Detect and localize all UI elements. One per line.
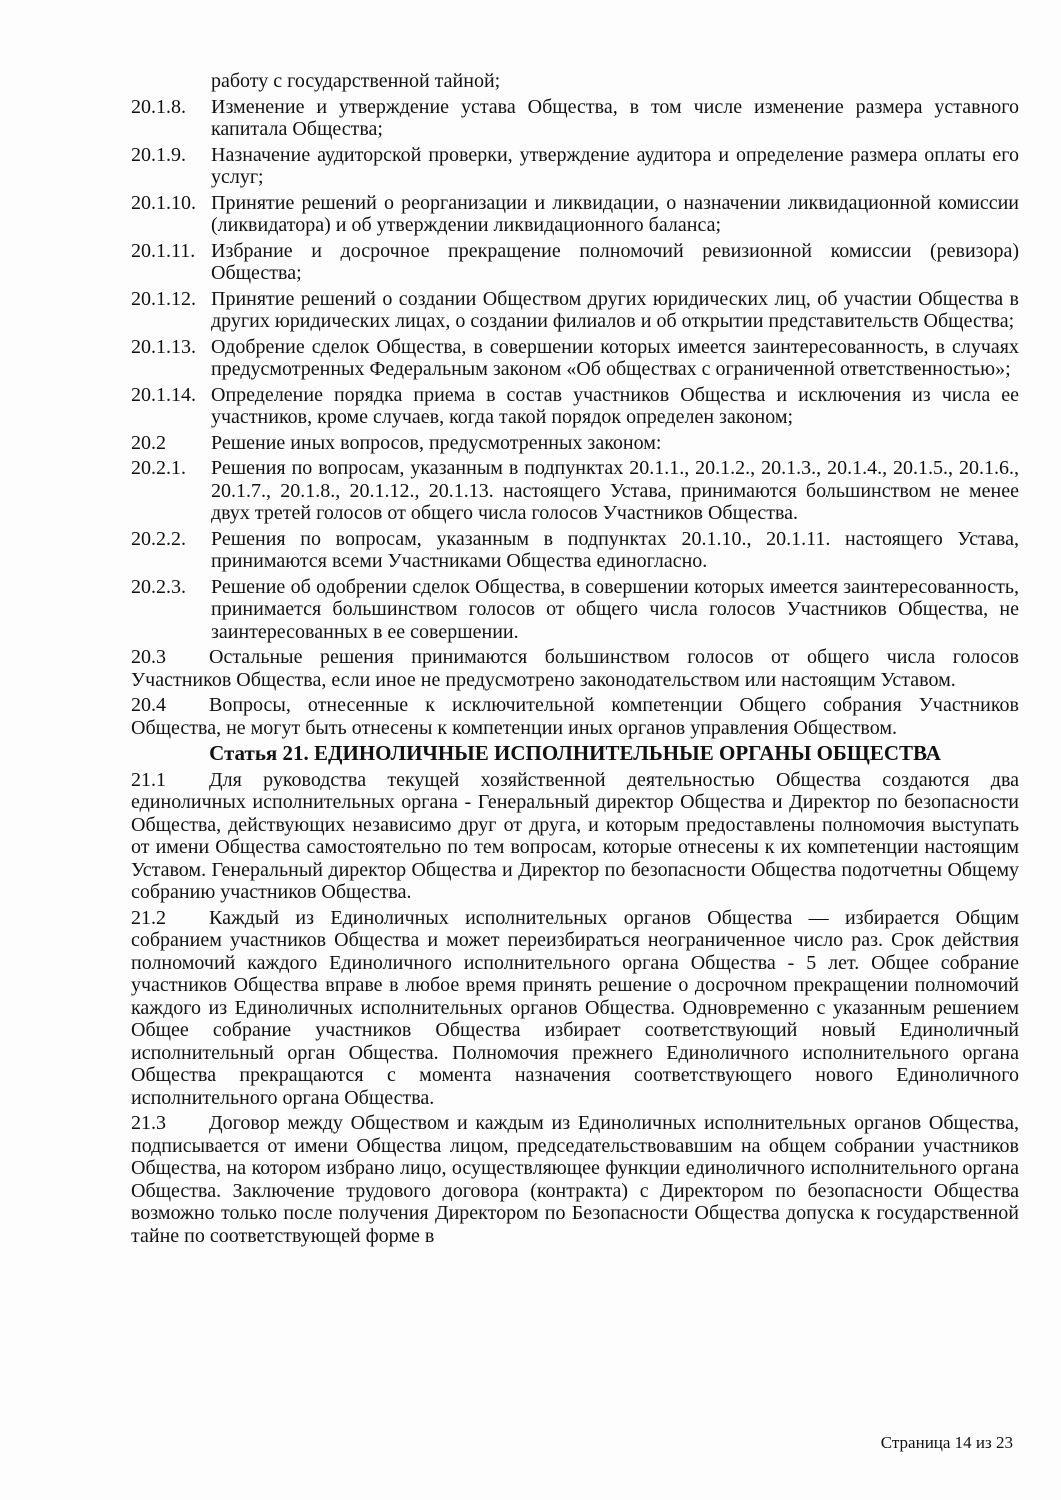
clause-number: 20.2 xyxy=(131,431,166,454)
clause-text: Изменение и утверждение устава Общества, в том числе изменение размера уставного капитала Общества; xyxy=(211,95,1019,140)
clause-item xyxy=(131,576,1019,644)
clause-text: Назначение аудиторской проверки, утверждение аудитора и определение размера оплаты его услуг; xyxy=(211,143,1019,188)
paragraph-21-3 xyxy=(131,1112,1019,1247)
clause-text: Решение иных вопросов, предусмотренных законом: xyxy=(211,431,662,454)
clause-number: 20.2.2. xyxy=(131,527,186,550)
clause-item xyxy=(131,432,1019,455)
clause-text: Принятие решений о создании Обществом других юридических лиц, об участии Общества в других юридических лицах, о создании филиалов и об открытии представительств Общества; xyxy=(211,287,1019,332)
paragraph-21-2 xyxy=(131,907,1019,1110)
clause-item xyxy=(131,528,1019,573)
page-content xyxy=(131,70,1019,1250)
paragraph-number: 20.4 xyxy=(131,694,166,716)
clause-text: Решение об одобрении сделок Общества, в совершении которых имеется заинтересованность, принимается большинством голосов от общего числа голосов Участников Общества, не заинтересованных в ее совершении. xyxy=(211,575,1019,643)
clause-number: 20.1.14. xyxy=(131,383,196,406)
clause-number: 20.1.13. xyxy=(131,335,196,358)
clause-text: Одобрение сделок Общества, в совершении которых имеется заинтересованность, в случаях предусмотренных Федеральным законом «Об обществах с ограниченной ответственностью»; xyxy=(211,335,1019,380)
paragraph-20-3 xyxy=(131,646,1019,691)
clause-number: 20.1.9. xyxy=(131,143,186,166)
continuation-text: работу с государственной тайной; xyxy=(211,70,501,92)
clause-number: 20.1.12. xyxy=(131,287,196,310)
clause-item xyxy=(131,144,1019,189)
clause-item xyxy=(131,384,1019,429)
paragraph-21-1 xyxy=(131,769,1019,904)
paragraph-number: 21.3 xyxy=(131,1112,166,1134)
clause-item xyxy=(131,336,1019,381)
clause-number: 20.1.10. xyxy=(131,191,196,214)
paragraph-text: Договор между Обществом и каждым из Единоличных исполнительных органов Общества, подписывается от имени Общества лицом, председательствовавшим на общем собрании участников Общества, на котором избрано лицо, осуществляющее функции единоличного исполнительного органа Общества. Заключение трудового договора (контракта) с Директором по безопасности Общества возможно только после получения Директором по Безопасности Общества допуска к государственной тайне по соответствующей форме в xyxy=(131,1112,1019,1247)
paragraph-number: 21.1 xyxy=(131,768,166,791)
clause-number: 20.2.3. xyxy=(131,575,186,598)
clause-text: Решения по вопросам, указанным в подпунктах 20.1.10., 20.1.11. настоящего Устава, принимаются всеми Участниками Общества единогласно. xyxy=(211,527,1019,572)
clause-text: Принятие решений о реорганизации и ликвидации, о назначении ликвидационной комиссии (ликвидатора) и об утверждении ликвидационного баланса; xyxy=(211,191,1019,236)
page-number: Страница 14 из 23 xyxy=(880,1433,1013,1452)
paragraph-20-4 xyxy=(131,694,1019,739)
paragraph-text: Для руководства текущей хозяйственной деятельностью Общества создаются два единоличных исполнительных органа - Генеральный директор Общества и Директор по безопасности Общества, действующих независимо друг от друга, и которым предоставлены полномочия выступать от имени Общества самостоятельно по тем вопросам, которые отнесены к их компетенции настоящим Уставом. Генеральный директор Общества и Директор по безопасности Общества подотчетны Общему собранию участников Общества. xyxy=(131,768,1019,903)
paragraph-number: 21.2 xyxy=(131,906,166,929)
clause-text: Избрание и досрочное прекращение полномочий ревизионной комиссии (ревизора) Общества; xyxy=(211,239,1019,284)
paragraph-text: Остальные решения принимаются большинством голосов от общего числа голосов Участников Общества, если иное не предусмотрено законодательством или настоящим Уставом. xyxy=(131,646,1019,691)
clause-item xyxy=(131,288,1019,333)
clause-item xyxy=(131,96,1019,141)
clause-text: Решения по вопросам, указанным в подпунктах 20.1.1., 20.1.2., 20.1.3., 20.1.4., 20.1.5., 20.1.6., 20.1.7., 20.1.8., 20.1.12., 20.1.13. настоящего Устава, принимаются большинством не менее двух третей голосов от общего числа голосов Участников Общества. xyxy=(211,457,1019,524)
paragraph-text: Вопросы, отнесенные к исключительной компетенции Общего собрания Участников Общества, не могут быть отнесены к компетенции иных органов управления Обществом. xyxy=(131,694,1019,739)
paragraph-text: Каждый из Единоличных исполнительных органов Общества — избирается Общим собранием участников Общества и может переизбираться неограниченное число раз. Срок действия полномочий каждого Единоличного исполнительного органа Общества - 5 лет. Общее собрание участников Общества вправе в любое время принять решение о досрочном прекращении полномочий каждого из Единоличных исполнительных органов Общества. Одновременно с указанным решением Общее собрание участников Общества избирает соответствующий новый Единоличный исполнительный орган Общества. Полномочия прежнего Единоличного исполнительного органа Общества прекращаются с момента назначения соответствующего нового Единоличного исполнительного органа Общества. xyxy=(131,906,1019,1109)
clause-number: 20.1.8. xyxy=(131,95,186,118)
article-heading: Статья 21. ЕДИНОЛИЧНЫЕ ИСПОЛНИТЕЛЬНЫЕ ОРГАНЫ ОБЩЕСТВА xyxy=(209,741,941,765)
clause-item xyxy=(131,457,1019,525)
clause-text: Определение порядка приема в состав участников Общества и исключения из числа ее участников, кроме случаев, когда такой порядок определен законом; xyxy=(211,383,1019,428)
paragraph-number: 20.3 xyxy=(131,646,166,668)
clause-item xyxy=(131,240,1019,285)
clause-list-20-1 xyxy=(131,96,1019,644)
clause-item xyxy=(131,192,1019,237)
clause-number: 20.1.11. xyxy=(131,239,196,262)
clause-number: 20.2.1. xyxy=(131,457,186,479)
